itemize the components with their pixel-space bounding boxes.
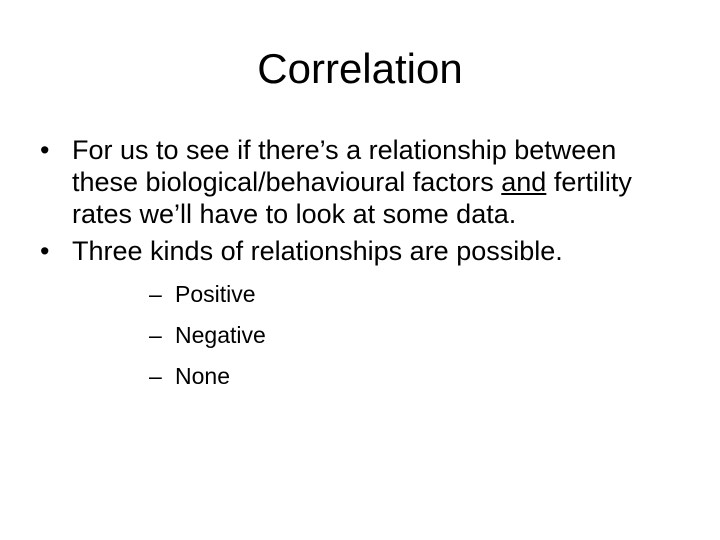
bullet-marker: • bbox=[40, 135, 50, 165]
bullet-text-underlined: and bbox=[501, 167, 547, 197]
sub-bullet-negative bbox=[72, 321, 680, 349]
sub-bullet-text: None bbox=[175, 363, 230, 389]
sub-bullet-text: Negative bbox=[175, 322, 266, 348]
bullet-text-before: For us to see if there’s a relationship between these biological/behavioural factors bbox=[72, 135, 617, 197]
bullet-marker: • bbox=[40, 236, 50, 266]
sub-bullet-list bbox=[72, 280, 680, 390]
sub-bullet-marker: – bbox=[149, 363, 162, 389]
sub-bullet-text: Positive bbox=[175, 281, 256, 307]
bullet-text: Three kinds of relationships are possible. bbox=[72, 236, 563, 266]
sub-bullet-marker: – bbox=[149, 281, 162, 307]
sub-bullet-marker: – bbox=[149, 322, 162, 348]
slide-title: Correlation bbox=[257, 45, 463, 92]
bullet-item-relationship bbox=[0, 134, 720, 230]
sub-bullet-positive bbox=[72, 280, 680, 308]
bullet-text-after: fertility rates we’ll have to look at some data. bbox=[72, 167, 632, 229]
sub-bullet-none bbox=[72, 362, 680, 390]
bullet-list bbox=[0, 134, 720, 403]
bullet-item-kinds bbox=[0, 235, 720, 390]
